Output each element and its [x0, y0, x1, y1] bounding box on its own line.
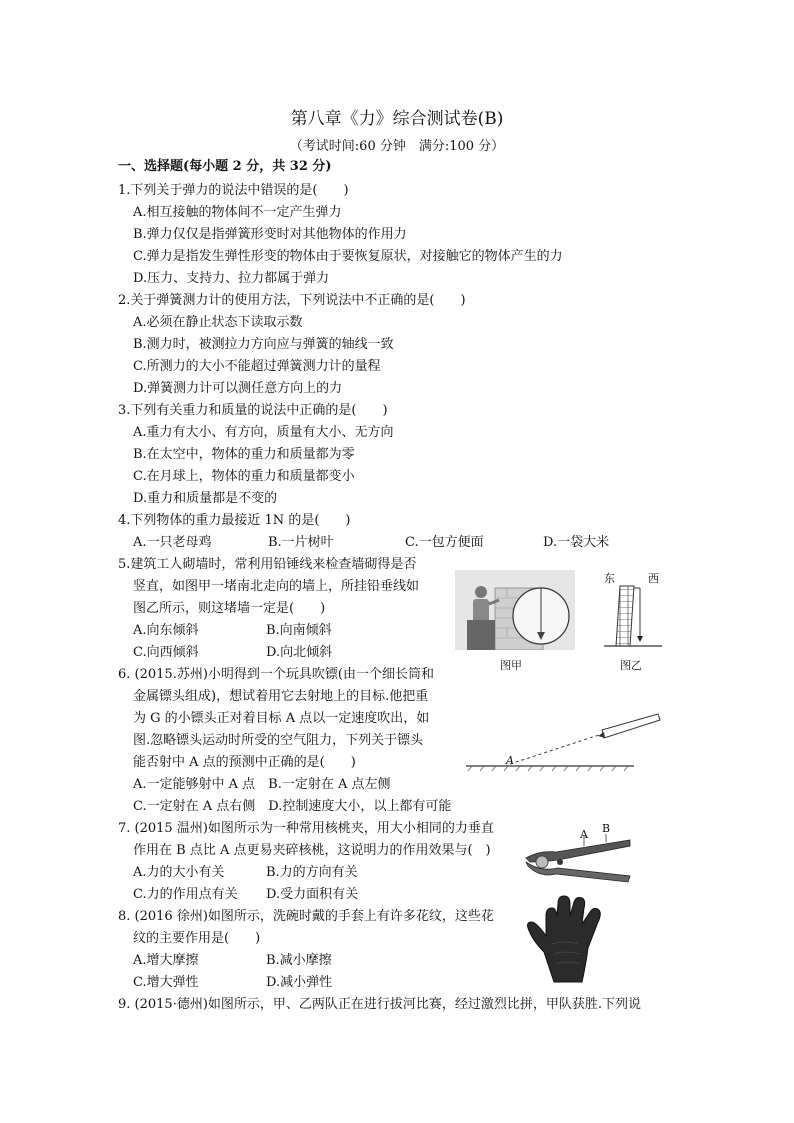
q2-stem: 2.关于弹簧测力计的使用方法，下列说法中不正确的是( ) — [118, 293, 466, 308]
q7-option-d: D.受力面积有关 — [266, 887, 359, 902]
q3-stem: 3.下列有关重力和质量的说法中正确的是( ) — [118, 403, 388, 418]
q1-option-b: B.弹力仅仅是指弹簧形变时对其他物体的作用力 — [133, 227, 407, 242]
q5-stem-line2: 竖直，如图甲一堵南北走向的墙上，所挂铅垂线如 — [133, 579, 420, 594]
q6-stem-line5: 能否射中 A 点的预测中正确的是( ) — [133, 755, 356, 770]
q8-stem-line2: 纹的主要作用是( ) — [133, 931, 261, 946]
q5-option-a: A.向东倾斜 — [133, 623, 199, 638]
q6-stem-line2: 金属镖头组成)，想试着用它去射地上的目标.他把重 — [133, 689, 429, 704]
q7-option-a: A.力的大小有关 — [133, 865, 225, 880]
q6-stem-line4: 图.忽略镖头运动时所受的空气阻力，下列关于镖头 — [133, 733, 424, 748]
q2-option-a: A.必须在静止状态下读取示数 — [133, 315, 303, 330]
q4-option-c: C.一包方便面 — [405, 535, 484, 550]
q1-option-c: C.弹力是指发生弹性形变的物体由于要恢复原状，对接触它的物体产生的力 — [133, 249, 563, 264]
east-label: 东 — [604, 572, 615, 585]
q2-option-c: C.所测力的大小不能超过弹簧测力计的量程 — [133, 359, 381, 374]
q4-option-b: B.一片树叶 — [268, 535, 334, 550]
q6-stem-line3: 为 G 的小镖头正对着目标 A 点以一定速度吹出，如 — [133, 711, 430, 726]
page-title: 第八章《力》综合测试卷(B) — [290, 109, 504, 129]
q5-option-d: D.向北倾斜 — [266, 645, 333, 660]
q5-option-b: B.向南倾斜 — [266, 623, 332, 638]
figure-bricklayer — [455, 570, 575, 650]
q1-stem: 1.下列关于弹力的说法中错误的是( ) — [118, 183, 349, 198]
q7-option-c: C.力的作用点有关 — [133, 887, 238, 902]
figure-a-caption: 图甲 — [500, 659, 522, 672]
q4-option-d: D.一袋大米 — [543, 535, 610, 550]
q7-option-b: B.力的方向有关 — [266, 865, 358, 880]
q3-option-a: A.重力有大小、有方向，质量有大小、无方向 — [133, 425, 394, 440]
section-heading: 一、选择题(每小题 2 分，共 32 分) — [118, 159, 332, 174]
q6-stem-line1: 6. (2015.苏州)小明得到一个玩具吹镖(由一个细长筒和 — [118, 667, 434, 682]
q8-option-d: D.减小弹性 — [266, 975, 333, 990]
q8-option-a: A.增大摩擦 — [133, 953, 199, 968]
q3-option-d: D.重力和质量都是不变的 — [133, 491, 278, 506]
exam-info: （考试时间:60 分钟 满分:100 分） — [289, 139, 505, 154]
nutcracker-label-a: A — [580, 828, 588, 841]
nutcracker-label-b: B — [602, 822, 611, 835]
q8-stem-line1: 8. (2016 徐州)如图所示，洗碗时戴的手套上有许多花纹，这些花 — [118, 909, 494, 924]
figure-b-caption: 图乙 — [620, 659, 642, 672]
q4-stem: 4.下列物体的重力最接近 1N 的是( ) — [118, 513, 351, 528]
q2-option-b: B.测力时，被测拉力方向应与弹簧的轴线一致 — [133, 337, 394, 352]
q3-option-b: B.在太空中，物体的重力和质量都为零 — [133, 447, 355, 462]
q8-option-b: B.减小摩擦 — [266, 953, 332, 968]
q5-stem-line3: 图乙所示，则这堵墙一定是( ) — [133, 601, 326, 616]
q5-stem-line1: 5.建筑工人砌墙时，常利用铅锤线来检查墙砌得是否 — [118, 557, 417, 572]
q8-option-c: C.增大弹性 — [133, 975, 199, 990]
q3-option-c: C.在月球上，物体的重力和质量都变小 — [133, 469, 355, 484]
target-point-label: A — [506, 754, 514, 767]
west-label: 西 — [648, 572, 659, 585]
q9-stem-line1: 9. (2015·德州)如图所示，甲、乙两队正在进行拔河比赛，经过激烈比拼，甲队获胜.下列说 — [118, 997, 642, 1012]
q1-option-d: D.压力、支持力、拉力都属于弹力 — [133, 271, 330, 286]
figure-tilted-wall — [600, 584, 666, 650]
q7-stem-line2: 作用在 B 点比 A 点更易夹碎核桃，这说明力的作用效果与( ) — [133, 843, 491, 858]
q6-options-cd: C.一定射在 A 点右侧 D.控制速度大小，以上都有可能 — [133, 799, 452, 814]
q7-stem-line1: 7. (2015 温州)如图所示为一种常用核桃夹，用大小相同的力垂直 — [118, 821, 494, 836]
q2-option-d: D.弹簧测力计可以测任意方向上的力 — [133, 381, 343, 396]
q1-option-a: A.相互接触的物体间不一定产生弹力 — [133, 205, 342, 220]
q5-option-c: C.向西倾斜 — [133, 645, 199, 660]
figure-nutcracker — [522, 832, 634, 886]
q6-options-ab: A.一定能够射中 A 点 B.一定射在 A 点左侧 — [133, 777, 391, 792]
figure-glove — [524, 894, 610, 984]
figure-blowgun — [462, 710, 667, 772]
q4-option-a: A.一只老母鸡 — [133, 535, 212, 550]
